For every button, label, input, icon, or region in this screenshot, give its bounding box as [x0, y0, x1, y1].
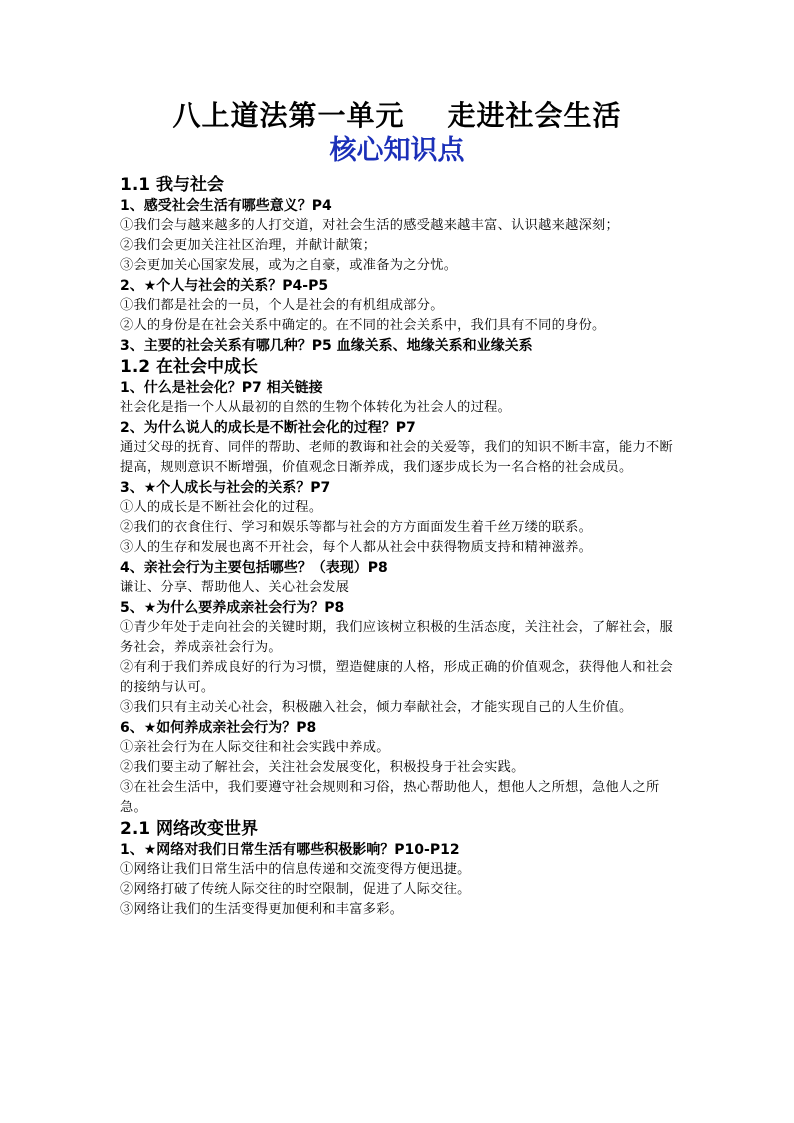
question: 1、感受社会生活有哪些意义？P4 — [120, 198, 332, 214]
answer-line: 谦让、分享、帮助他人、关心社会发展 — [120, 580, 350, 595]
document-title: 八上道法第一单元 走进社会生活 — [172, 99, 622, 132]
answer-line: ②我们的衣食住行、学习和娱乐等都与社会的方方面面发生着千丝万缕的联系。 — [120, 520, 593, 535]
question: 2、为什么说人的成长是不断社会化的过程？P7 — [120, 420, 416, 436]
question: 4、亲社会行为主要包括哪些？（表现）P8 — [120, 560, 388, 576]
answer-line: 通过父母的抚育、同伴的帮助、老师的教诲和社会的关爱等，我们的知识不断丰富，能力不断提高，规则意识不断增强，价值观念日渐养成，我们逐步成长为一名合格的社会成员。 — [120, 440, 673, 475]
answer-line: ①我们会与越来越多的人打交道，对社会生活的感受越来越丰富、认识越来越深刻； — [120, 218, 620, 233]
answer-line: ③在社会生活中，我们要遵守社会规则和习俗，热心帮助他人，想他人之所想，急他人之所急。 — [120, 780, 660, 815]
question: 5、★为什么要养成亲社会行为？P8 — [120, 600, 345, 616]
answer-line: ①人的成长是不断社会化的过程。 — [120, 500, 323, 515]
answer-line: ③会更加关心国家发展，或为之自豪，或准备为之分忧。 — [120, 258, 458, 273]
document-body — [120, 174, 686, 920]
answer-line: ①网络让我们日常生活中的信息传递和交流变得方便迅捷。 — [120, 862, 471, 877]
answer-line: ②人的身份是在社会关系中确定的。在不同的社会关系中，我们具有不同的身份。 — [120, 318, 606, 333]
answer-line: ①亲社会行为在人际交往和社会实践中养成。 — [120, 740, 390, 755]
answer-line: ③网络让我们的生活变得更加便利和丰富多彩。 — [120, 902, 404, 917]
section-heading: 2.1 网络改变世界 — [120, 819, 259, 839]
question: 1、★网络对我们日常生活有哪些积极影响？P10-P12 — [120, 842, 460, 858]
answer-line: ①青少年处于走向社会的关键时期，我们应该树立积极的生活态度，关注社会，了解社会，服务社会，养成亲社会行为。 — [120, 620, 673, 655]
answer-line: ②网络打破了传统人际交往的时空限制，促进了人际交往。 — [120, 882, 471, 897]
answer-line: ②有利于我们养成良好的行为习惯，塑造健康的人格，形成正确的价值观念，获得他人和社会的接纳与认可。 — [120, 660, 673, 695]
question: 1、什么是社会化？P7 相关链接 — [120, 380, 323, 396]
question: 3、★个人成长与社会的关系？P7 — [120, 480, 331, 496]
section-heading: 1.2 在社会中成长 — [120, 357, 259, 377]
answer-line: 社会化是指一个人从最初的自然的生物个体转化为社会人的过程。 — [120, 400, 512, 415]
answer-line: ③人的生存和发展也离不开社会，每个人都从社会中获得物质支持和精神滋养。 — [120, 540, 593, 555]
answer-line: ②我们会更加关注社区治理，并献计献策； — [120, 238, 377, 253]
question: 3、主要的社会关系有哪几种？P5 血缘关系、地缘关系和业缘关系 — [120, 338, 533, 354]
answer-line: ③我们只有主动关心社会，积极融入社会，倾力奉献社会，才能实现自己的人生价值。 — [120, 700, 633, 715]
question: 6、★如何养成亲社会行为？P8 — [120, 720, 317, 736]
document-subtitle: 核心知识点 — [329, 135, 465, 166]
answer-line: ①我们都是社会的一员，个人是社会的有机组成部分。 — [120, 298, 444, 313]
answer-line: ②我们要主动了解社会，关注社会发展变化，积极投身于社会实践。 — [120, 760, 525, 775]
question: 2、★个人与社会的关系？P4-P5 — [120, 278, 329, 294]
section-heading: 1.1 我与社会 — [120, 175, 225, 195]
